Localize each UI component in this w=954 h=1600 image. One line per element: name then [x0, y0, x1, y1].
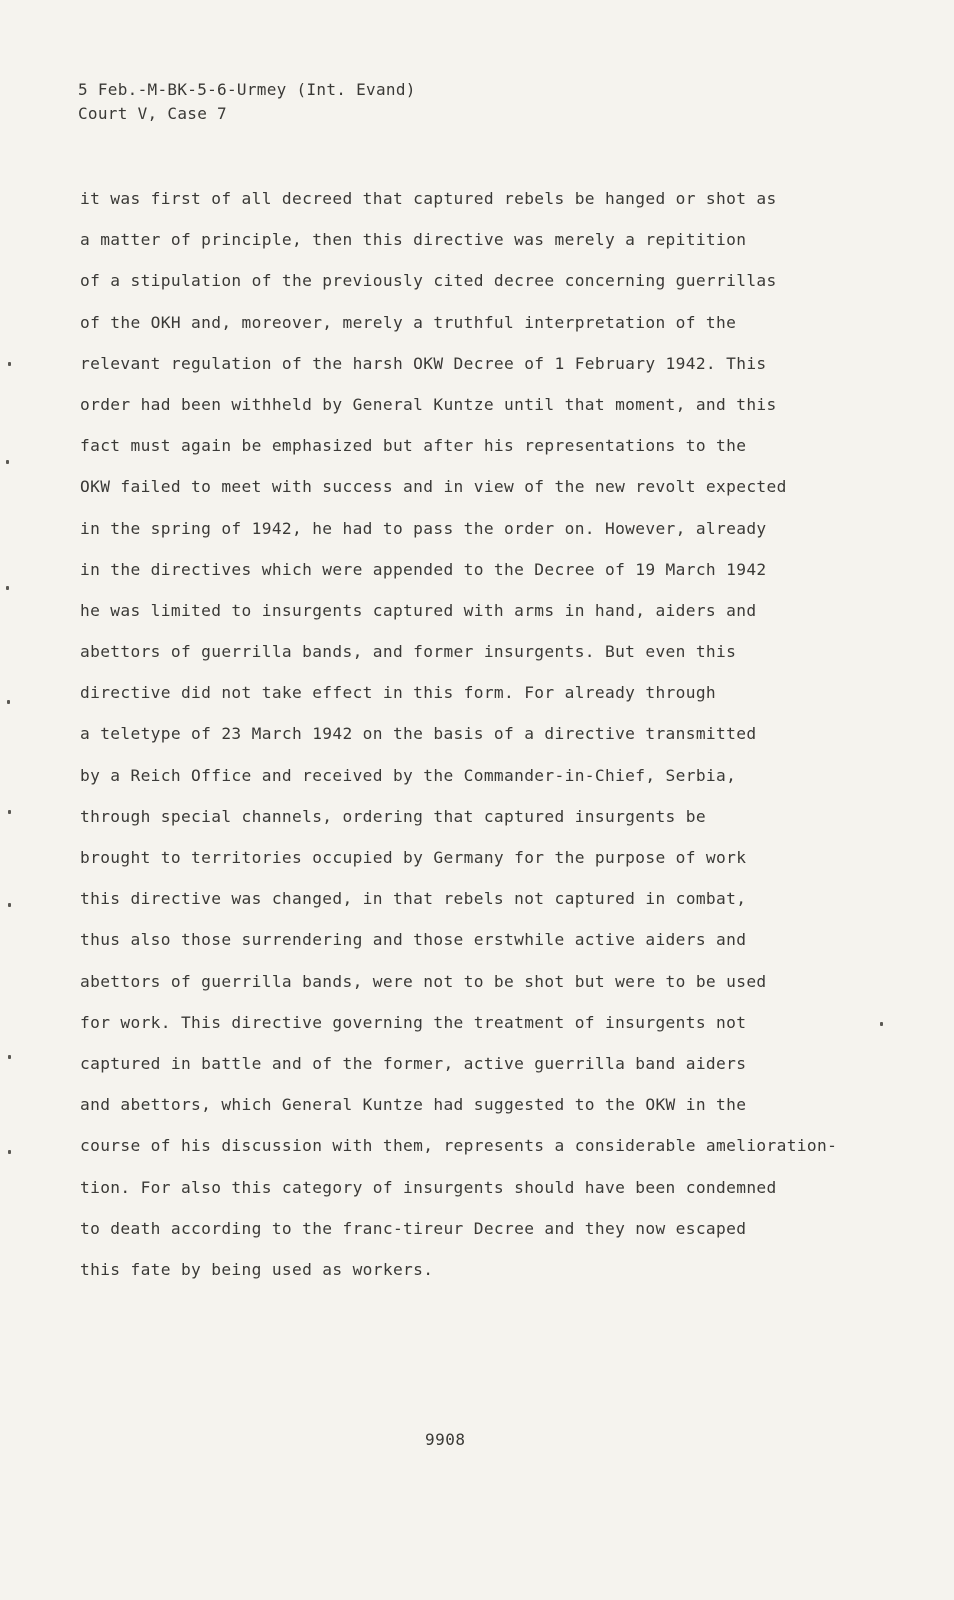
body-line: he was limited to insurgents captured with arms in hand, aiders and — [80, 600, 757, 620]
body-line: of a stipulation of the previously cited decree concerning guerrillas — [80, 271, 777, 291]
body-line: OKW failed to meet with success and in view of the new revolt expected — [80, 477, 787, 497]
body-line: this fate by being used as workers. — [80, 1259, 434, 1279]
margin-speck — [8, 1150, 11, 1154]
body-line: tion. For also this category of insurgents should have been condemned — [80, 1177, 777, 1197]
margin-speck — [8, 903, 11, 907]
body-line: thus also those surrendering and those erstwhile active aiders and — [80, 930, 747, 950]
page-number: 9908 — [425, 1430, 466, 1449]
body-line: course of his discussion with them, represents a considerable amelioration- — [80, 1136, 838, 1156]
body-line: abettors of guerrilla bands, were not to be shot but were to be used — [80, 971, 767, 991]
margin-speck — [6, 586, 9, 590]
body-line: through special channels, ordering that captured insurgents be — [80, 806, 706, 826]
body-line: this directive was changed, in that rebels not captured in combat, — [80, 889, 747, 909]
margin-speck — [8, 1055, 11, 1059]
body-line: relevant regulation of the harsh OKW Decree of 1 February 1942. This — [80, 353, 767, 373]
header-court-case: Court V, Case 7 — [78, 104, 227, 123]
header-reference: 5 Feb.-M-BK-5-6-Urmey (Int. Evand) — [78, 80, 416, 99]
body-line: in the spring of 1942, he had to pass the order on. However, already — [80, 518, 767, 538]
body-line: to death according to the franc-tireur Decree and they now escaped — [80, 1218, 747, 1238]
body-line: order had been withheld by General Kuntze until that moment, and this — [80, 394, 777, 414]
body-line: a teletype of 23 March 1942 on the basis of a directive transmitted — [80, 724, 757, 744]
margin-speck — [7, 700, 10, 704]
body-line: in the directives which were appended to the Decree of 19 March 1942 — [80, 559, 767, 579]
body-line: fact must again be emphasized but after his representations to the — [80, 436, 747, 456]
margin-speck — [8, 362, 11, 366]
body-line: and abettors, which General Kuntze had suggested to the OKW in the — [80, 1095, 747, 1115]
body-text — [80, 178, 840, 1290]
body-line: by a Reich Office and received by the Commander-in-Chief, Serbia, — [80, 765, 737, 785]
margin-speck — [6, 460, 9, 464]
body-line: directive did not take effect in this form. For already through — [80, 683, 717, 703]
body-line: it was first of all decreed that captured rebels be hanged or shot as — [80, 189, 777, 208]
body-line: brought to territories occupied by Germany for the purpose of work — [80, 848, 747, 867]
margin-speck — [880, 1022, 883, 1026]
body-line: of the OKH and, moreover, merely a truthful interpretation of the — [80, 312, 737, 332]
body-line: abettors of guerrilla bands, and former insurgents. But even this — [80, 642, 737, 662]
document-header — [78, 78, 416, 126]
body-line: for work. This directive governing the treatment of insurgents not — [80, 1012, 747, 1032]
body-line: captured in battle and of the former, active guerrilla band aiders — [80, 1053, 747, 1073]
margin-speck — [8, 810, 11, 814]
body-line: a matter of principle, then this directive was merely a repitition — [80, 230, 747, 250]
